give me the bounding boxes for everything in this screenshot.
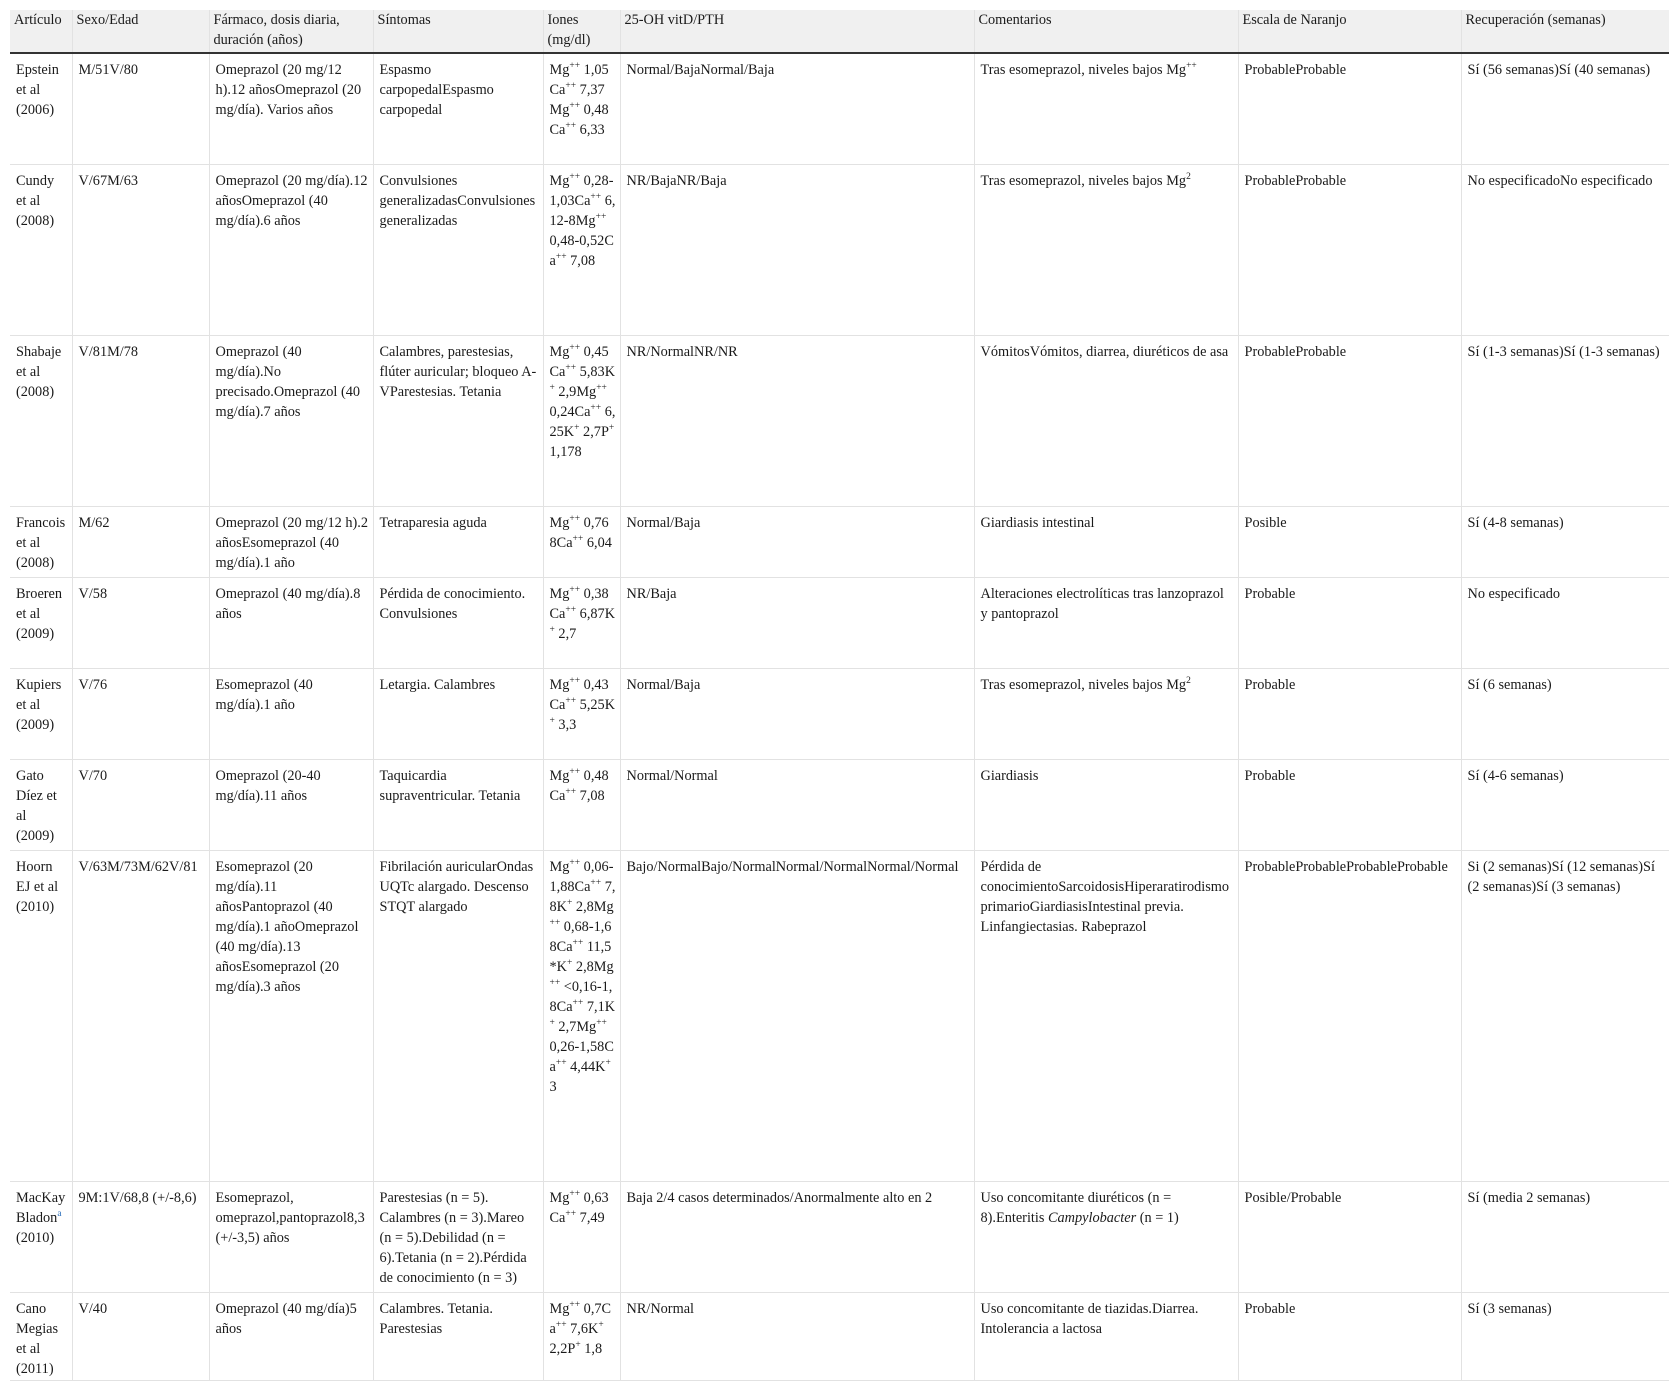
cell-naranjo: Probable [1238, 668, 1461, 759]
ion-value: 5,83 [576, 363, 605, 380]
table-row [10, 668, 1669, 759]
cell-articulo: Shabaje et al (2008) [10, 335, 72, 506]
ion-label: Mg [593, 958, 614, 975]
ion-charge: ++ [569, 857, 581, 868]
cell-vitd-pth: NR/NormalNR/NR [620, 335, 974, 506]
cell-recuperacion: Sí (1-3 semanas)Sí (1-3 semanas) [1461, 335, 1669, 506]
cell-sintomas: Calambres. Tetania. Parestesias [373, 1292, 543, 1380]
ion-label: Ca [549, 787, 566, 804]
header-recuperacion: Recuperación (semanas) [1461, 10, 1669, 53]
cell-articulo: Gato Díez et al (2009) [10, 759, 72, 850]
ion-value: 1,05 [580, 62, 609, 78]
comment-superscript: 2 [1186, 171, 1191, 182]
ion-label: Mg [549, 676, 570, 693]
ion-charge: ++ [565, 362, 577, 373]
ion-charge: + [566, 957, 573, 968]
comment-text: Tras esomeprazol, niveles bajos Mg [980, 62, 1187, 78]
comment-text: Tras esomeprazol, niveles bajos Mg [980, 676, 1187, 693]
cell-vitd-pth: Normal/Normal [620, 759, 974, 850]
cell-recuperacion: No especificado [1461, 577, 1669, 668]
ion-label: Mg [549, 858, 570, 875]
ion-value: 0,68-1,68 [549, 918, 612, 955]
ion-label: P [600, 423, 609, 440]
ion-value: 5,25 [576, 696, 605, 713]
ion-label: Ca [549, 605, 566, 622]
ion-value: 0,48 [580, 767, 609, 784]
ion-charge: ++ [590, 877, 602, 888]
ion-label: K [556, 898, 567, 915]
ion-value: 7,08 [566, 252, 596, 269]
case-reports-table [10, 10, 1669, 1381]
ion-charge: + [549, 715, 555, 726]
ion-label: Mg [576, 1018, 597, 1035]
comment-text: Uso concomitante de tiazidas.Diarrea. Intolerancia a lactosa [980, 1300, 1199, 1337]
cell-iones [543, 53, 620, 164]
ion-label: Mg [549, 1189, 570, 1206]
ion-charge: ++ [555, 251, 567, 262]
ion-label: Ca [574, 403, 591, 420]
ion-value: 0,38 [580, 585, 609, 602]
ion-charge: + [608, 422, 615, 433]
cell-farmaco: Omeprazol (40 mg/día)5 años [209, 1292, 373, 1380]
ion-value: 0,48 [580, 102, 609, 118]
article-year: (2010) [16, 1229, 55, 1246]
ion-label: Ca [549, 363, 566, 380]
ion-charge: ++ [569, 1299, 581, 1310]
ion-value: 6,33 [576, 122, 605, 138]
ion-value: 0,45 [580, 343, 609, 360]
ion-charge: ++ [596, 1017, 607, 1028]
cell-articulo: Broeren et al (2009) [10, 577, 72, 668]
header-sexo-edad: Sexo/Edad [72, 10, 209, 53]
table-row [10, 1292, 1669, 1380]
cell-recuperacion: Sí (56 semanas)Sí (40 semanas) [1461, 53, 1669, 164]
ion-charge: ++ [569, 61, 581, 72]
cell-comentarios [974, 850, 1238, 1181]
ion-charge: ++ [569, 513, 581, 524]
comment-text: (n = 1) [1136, 1209, 1179, 1226]
comment-text: Uso concomitante diuréticos (n = 8).Enteritis [980, 1189, 1172, 1226]
ion-label: Mg [549, 343, 570, 360]
ion-label: P [567, 1340, 576, 1357]
ion-charge: ++ [565, 695, 577, 706]
ion-label: Ca [549, 82, 566, 98]
ion-label: K [604, 605, 616, 622]
cell-sexo-edad: V/63M/73M/62V/81 [72, 850, 209, 1181]
ion-label: Ca [549, 696, 566, 713]
cell-recuperacion: Sí (4-8 semanas) [1461, 506, 1669, 577]
cell-iones [543, 577, 620, 668]
comment-italic: Campylobacter [1048, 1209, 1137, 1226]
table-row [10, 850, 1669, 1181]
header-sintomas: Síntomas [373, 10, 543, 53]
ion-charge: ++ [549, 977, 561, 988]
cell-naranjo: ProbableProbable [1238, 164, 1461, 335]
ion-label: Ca [556, 534, 573, 551]
cell-iones [543, 850, 620, 1181]
cell-naranjo: ProbableProbableProbableProbable [1238, 850, 1461, 1181]
header-naranjo: Escala de Naranjo [1238, 10, 1461, 53]
cell-iones [543, 164, 620, 335]
ion-label: Mg [549, 585, 570, 602]
ion-charge: + [566, 897, 573, 908]
cell-articulo: Epstein et al (2006) [10, 53, 72, 164]
cell-comentarios [974, 577, 1238, 668]
cell-naranjo: Posible/Probable [1238, 1181, 1461, 1292]
cell-vitd-pth: Normal/Baja [620, 506, 974, 577]
table-row [10, 53, 1669, 164]
ion-charge: ++ [572, 937, 584, 948]
ion-charge: ++ [555, 1057, 567, 1068]
comment-text: Tras esomeprazol, niveles bajos Mg [980, 172, 1187, 189]
header-comentarios: Comentarios [974, 10, 1238, 53]
comment-superscript: 2 [1186, 675, 1191, 686]
cell-vitd-pth: Normal/Baja [620, 668, 974, 759]
cell-recuperacion: Sí (media 2 semanas) [1461, 1181, 1669, 1292]
comment-text: Alteraciones electrolíticas tras lanzoprazol y pantoprazol [980, 585, 1224, 622]
ion-label: Ca [574, 878, 591, 895]
cell-articulo: Hoorn EJ et al (2010) [10, 850, 72, 1181]
cell-farmaco: Omeprazol (40 mg/día).No precisado.Omeprazol (40 mg/día).7 años [209, 335, 373, 506]
cell-sintomas: Tetraparesia aguda [373, 506, 543, 577]
ion-label: Mg [549, 1300, 570, 1317]
ion-label: Mg [549, 102, 570, 118]
cell-recuperacion: No especificadoNo especificado [1461, 164, 1669, 335]
ion-value: 2,8 [572, 898, 594, 915]
cell-sexo-edad: V/76 [72, 668, 209, 759]
cell-farmaco: Omeprazol (40 mg/día).8 años [209, 577, 373, 668]
article-name: MacKay Bladon [16, 1189, 66, 1226]
cell-sexo-edad: V/67M/63 [72, 164, 209, 335]
ion-value: 0,06-1,88 [549, 858, 614, 895]
ion-label: Ca [574, 192, 591, 209]
cell-recuperacion: Sí (4-6 semanas) [1461, 759, 1669, 850]
ion-charge: + [575, 1339, 581, 1350]
ion-value: 2,7 [579, 423, 601, 440]
cell-farmaco: Esomeprazol (40 mg/día).1 año [209, 668, 373, 759]
cell-naranjo: Probable [1238, 577, 1461, 668]
cell-comentarios [974, 1181, 1238, 1292]
ion-value: 2,7 [554, 1018, 577, 1035]
comment-superscript: ++ [1186, 61, 1197, 72]
ion-charge: ++ [590, 402, 602, 413]
ion-value: 0,7 [580, 1300, 602, 1317]
ion-label: K [604, 696, 616, 713]
cell-sintomas: Espasmo carpopedalEspasmo carpopedal [373, 53, 543, 164]
cell-naranjo: ProbableProbable [1238, 53, 1461, 164]
ion-charge: ++ [569, 342, 581, 353]
ion-charge: + [549, 382, 555, 393]
footnote-link[interactable]: a [57, 1208, 62, 1219]
cell-iones [543, 506, 620, 577]
ion-value: 2,7 [554, 625, 577, 642]
cell-farmaco: Omeprazol (20 mg/12 h).12 añosOmeprazol (20 mg/día). Varios años [209, 53, 373, 164]
ion-charge: ++ [569, 1188, 581, 1199]
ion-value: 6,25 [549, 403, 616, 440]
ion-charge: ++ [569, 766, 581, 777]
table-row [10, 577, 1669, 668]
ion-value: 7,08 [576, 787, 605, 804]
ion-value: 6,12-8 [549, 192, 616, 229]
table-row [10, 164, 1669, 335]
ion-value: 2,9 [554, 383, 577, 400]
ion-charge: ++ [595, 211, 607, 222]
cell-articulo: Cundy et al (2008) [10, 164, 72, 335]
cell-sexo-edad: V/40 [72, 1292, 209, 1380]
cell-comentarios [974, 759, 1238, 850]
cell-farmaco: Esomeprazol, omeprazol,pantoprazol8,3 (+/-3,5) años [209, 1181, 373, 1292]
ion-value: 0,26-1,58 [549, 1038, 605, 1055]
header-articulo: Artículo [10, 10, 72, 53]
cell-comentarios [974, 164, 1238, 335]
cell-sintomas: Fibrilación auricularOndas UQTc alargado. Descenso STQT alargado [373, 850, 543, 1181]
ion-value: 7,8 [549, 878, 616, 915]
ion-label: K [604, 363, 616, 380]
cell-farmaco: Omeprazol (20-40 mg/día).11 años [209, 759, 373, 850]
header-farmaco: Fármaco, dosis diaria, duración (años) [209, 10, 373, 53]
ion-value: 0,63 [580, 1189, 609, 1206]
ion-charge: ++ [565, 604, 577, 615]
ion-value: 2,8 [572, 958, 594, 975]
cell-sintomas: Convulsiones generalizadasConvulsiones generalizadas [373, 164, 543, 335]
cell-vitd-pth: Baja 2/4 casos determinados/Anormalmente alto en 2 [620, 1181, 974, 1292]
ion-value: 0,43 [580, 676, 609, 693]
cell-vitd-pth: NR/Baja [620, 577, 974, 668]
cell-comentarios [974, 335, 1238, 506]
cell-farmaco: Esomeprazol (20 mg/día).11 añosPantoprazol (40 mg/día).1 añoOmeprazol (40 mg/día).13 añosEsomeprazol (20 mg/día).3 años [209, 850, 373, 1181]
comment-text: VómitosVómitos, diarrea, diuréticos de asa [980, 343, 1229, 360]
ion-charge: ++ [565, 1208, 577, 1219]
ion-value: 3,3 [554, 716, 577, 733]
cell-iones [543, 335, 620, 506]
ion-label: Mg [549, 767, 570, 784]
ion-value: 7,49 [576, 1209, 605, 1226]
cell-sexo-edad: M/62 [72, 506, 209, 577]
ion-value: 0,24 [549, 403, 575, 420]
ion-charge: + [605, 1057, 611, 1068]
ion-charge: ++ [569, 101, 581, 112]
ion-charge: ++ [565, 121, 577, 132]
cell-articulo: Francois et al (2008) [10, 506, 72, 577]
cell-sintomas: Parestesias (n = 5). Calambres (n = 3).Mareo (n = 5).Debilidad (n = 6).Tetania (n = 2).Pérdida de conocimiento (n = 3) [373, 1181, 543, 1292]
cell-sexo-edad: V/58 [72, 577, 209, 668]
ion-value: 2,2 [549, 1340, 568, 1357]
header-iones: Iones (mg/dl) [543, 10, 620, 53]
ion-label: Ca [549, 232, 614, 269]
ion-label: Mg [549, 172, 570, 189]
cell-vitd-pth: Normal/BajaNormal/Baja [620, 53, 974, 164]
ion-charge: ++ [555, 1319, 567, 1330]
cell-recuperacion: Sí (6 semanas) [1461, 668, 1669, 759]
ion-value: 7,1 [583, 998, 605, 1015]
cell-recuperacion: Sí (3 semanas) [1461, 1292, 1669, 1380]
ion-label: K [556, 958, 567, 975]
cell-iones [543, 1292, 620, 1380]
ion-charge: + [549, 624, 555, 635]
cell-comentarios [974, 506, 1238, 577]
ion-charge: ++ [565, 786, 577, 797]
cell-sexo-edad: 9M:1V/68,8 (+/-8,6) [72, 1181, 209, 1292]
ion-charge: ++ [596, 382, 607, 393]
ion-label: Ca [549, 1209, 566, 1226]
ion-charge: ++ [569, 171, 581, 182]
cell-sintomas: Calambres, parestesias, flúter auricular; bloqueo A-VParestesias. Tetania [373, 335, 543, 506]
ion-label: Ca [549, 1300, 612, 1337]
cell-iones [543, 668, 620, 759]
cell-articulo: Cano Megias et al (2011) [10, 1292, 72, 1380]
ion-label: Mg [575, 212, 596, 229]
cell-naranjo: Probable [1238, 1292, 1461, 1380]
ion-value: 1,8 [580, 1340, 603, 1357]
ion-charge: ++ [572, 533, 584, 544]
cell-farmaco: Omeprazol (20 mg/12 h).2 añosEsomeprazol (40 mg/día).1 año [209, 506, 373, 577]
cell-comentarios [974, 668, 1238, 759]
cell-vitd-pth: NR/Normal [620, 1292, 974, 1380]
table-row [10, 506, 1669, 577]
ion-value: 0,48-0,52 [549, 232, 605, 249]
cell-iones [543, 1181, 620, 1292]
cell-articulo [10, 1181, 72, 1292]
cell-iones [543, 759, 620, 850]
ion-charge: ++ [590, 191, 602, 202]
cell-vitd-pth: NR/BajaNR/Baja [620, 164, 974, 335]
ion-label: Ca [549, 1038, 614, 1075]
ion-charge: ++ [569, 675, 581, 686]
ion-label: Mg [549, 62, 570, 78]
cell-sintomas: Taquicardia supraventricular. Tetania [373, 759, 543, 850]
cell-comentarios [974, 53, 1238, 164]
ion-label: Mg [576, 383, 597, 400]
ion-value: 3 [549, 1078, 557, 1095]
ion-charge: ++ [569, 584, 581, 595]
ion-label: Ca [549, 122, 566, 138]
ion-value: 1,178 [549, 443, 582, 460]
ion-charge: + [598, 1319, 604, 1330]
cell-sintomas: Letargia. Calambres [373, 668, 543, 759]
cell-sexo-edad: V/70 [72, 759, 209, 850]
ion-charge: + [549, 1017, 555, 1028]
ion-value: 0,768 [549, 514, 609, 551]
ion-charge: ++ [549, 917, 561, 928]
cell-sexo-edad: M/51V/80 [72, 53, 209, 164]
comment-text: Giardiasis intestinal [980, 514, 1095, 531]
cell-naranjo: Probable [1238, 759, 1461, 850]
table-row [10, 335, 1669, 506]
cell-sexo-edad: V/81M/78 [72, 335, 209, 506]
cell-sintomas: Pérdida de conocimiento. Convulsiones [373, 577, 543, 668]
ion-value: 6,87 [576, 605, 605, 622]
ion-value: 4,44 [566, 1058, 596, 1075]
cell-vitd-pth: Bajo/NormalBajo/NormalNormal/NormalNormal/Normal [620, 850, 974, 1181]
ion-charge: ++ [565, 81, 577, 92]
ion-value: 7,6 [566, 1320, 589, 1337]
ion-label: Ca [556, 938, 573, 955]
table-row [10, 759, 1669, 850]
table-header-row [10, 10, 1669, 53]
ion-label: Ca [556, 998, 573, 1015]
ion-label: K [595, 1058, 606, 1075]
ion-label: K [604, 998, 616, 1015]
ion-label: Mg [549, 514, 570, 531]
ion-value: 7,37 [576, 82, 605, 98]
ion-value: 6,04 [583, 534, 612, 551]
cell-comentarios [974, 1292, 1238, 1380]
table-row [10, 1181, 1669, 1292]
ion-label: K [588, 1320, 599, 1337]
ion-label: K [563, 423, 575, 440]
comment-text: Giardiasis [980, 767, 1039, 784]
comment-text: Pérdida de conocimientoSarcoidosisHiperaratirodismo primarioGiardiasisIntestinal previa. Linfangiectasias. Rabeprazol [980, 858, 1230, 935]
ion-charge: ++ [572, 997, 584, 1008]
ion-value: 0,28-1,03 [549, 172, 614, 209]
ion-value: 11,5 * [549, 938, 612, 975]
cell-farmaco: Omeprazol (20 mg/día).12 añosOmeprazol (40 mg/día).6 años [209, 164, 373, 335]
ion-label: Mg [593, 898, 614, 915]
header-vitd-pth: 25-OH vitD/PTH [620, 10, 974, 53]
cell-naranjo: Posible [1238, 506, 1461, 577]
cell-articulo: Kupiers et al (2009) [10, 668, 72, 759]
cell-naranjo: ProbableProbable [1238, 335, 1461, 506]
ion-value: <0,16-1,8 [549, 978, 613, 1015]
cell-recuperacion: Si (2 semanas)Sí (12 semanas)Sí (2 semanas)Sí (3 semanas) [1461, 850, 1669, 1181]
ion-charge: + [574, 422, 580, 433]
